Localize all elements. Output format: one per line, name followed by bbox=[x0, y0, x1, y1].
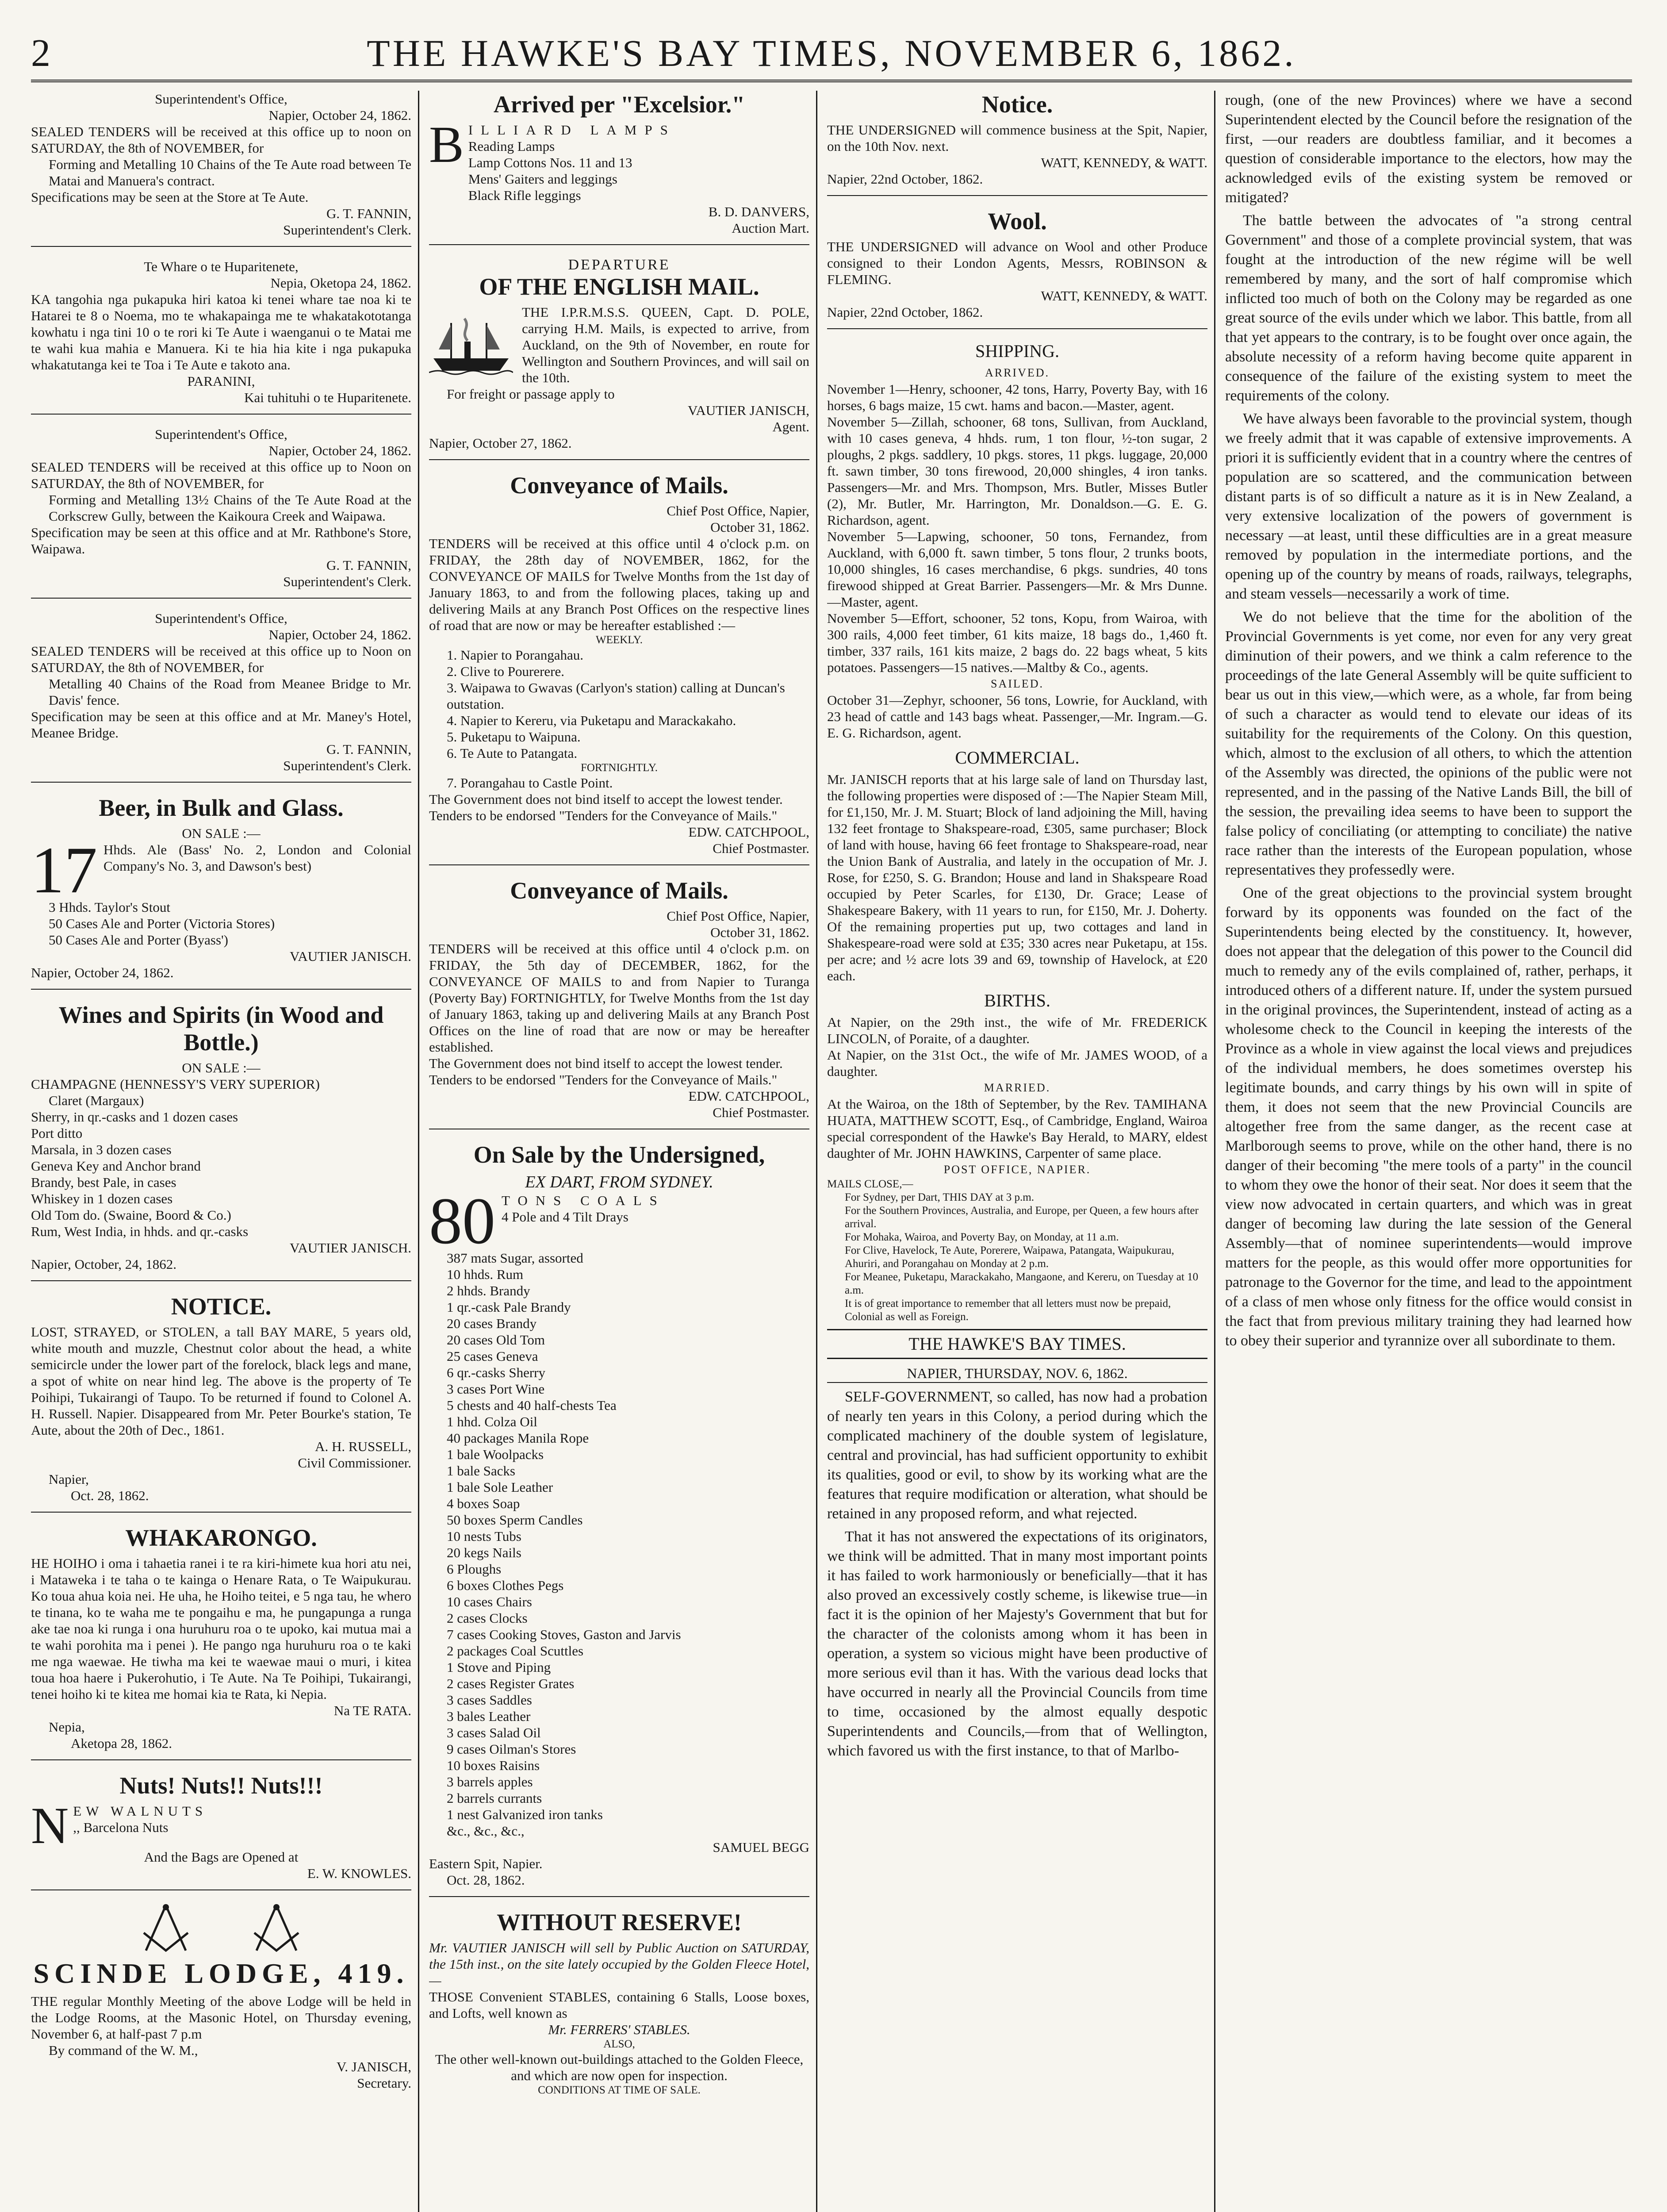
signer-role: Chief Postmaster. bbox=[713, 1105, 809, 1120]
married-section bbox=[827, 1079, 1207, 1161]
tender-body: SEALED TENDERS will be received at this office up to Noon on SATURDAY, the 8th of NOVEMBER, for bbox=[31, 643, 411, 675]
list-item: 5 chests and 40 half-chests Tea bbox=[447, 1398, 617, 1413]
list-item: Mens' Gaiters and leggings bbox=[468, 171, 617, 187]
list-item: And the Bags are Opened at bbox=[144, 1849, 299, 1865]
tender-advert bbox=[31, 610, 411, 783]
signer: B. D. DANVERS, bbox=[708, 204, 809, 219]
date-line: Napier, October 24, 1862. bbox=[268, 108, 411, 123]
advert-body: THOSE Convenient STABLES, containing 6 Stalls, Loose boxes, and Lofts, well known as bbox=[429, 1989, 809, 2021]
mail-entry: For Clive, Havelock, Te Aute, Porerere, Waipawa, Patangata, Waipukurau, Ahuriri, and Porangahau on Monday at 2 p.m. bbox=[845, 1244, 1174, 1270]
list-item: Port ditto bbox=[31, 1125, 83, 1141]
date-line: Napier, October, 24, 1862. bbox=[31, 1256, 176, 1272]
date-line: Napier, October 24, 1862. bbox=[268, 443, 411, 458]
list-item: 3 bales Leather bbox=[447, 1709, 531, 1724]
list-item: 1 bale Sole Leather bbox=[447, 1479, 553, 1495]
tender-spec: Specification may be seen at this office and at Mr. Rathbone's Store, Waipawa. bbox=[31, 525, 411, 557]
list-item: 1 bale Woolpacks bbox=[447, 1447, 544, 1462]
column-rule bbox=[418, 91, 419, 2212]
column-3 bbox=[827, 91, 1207, 2212]
masthead bbox=[31, 27, 1632, 82]
route-item: 2. Clive to Pourerere. bbox=[447, 664, 565, 679]
list-item: 4 Pole and 4 Tilt Drays bbox=[502, 1209, 628, 1225]
square-compass-icon bbox=[248, 1902, 305, 1955]
editorial-paragraph: We have always been favorable to the provincial system, though we freely admit that it was capable of extensive improvements. A priori it is sufficiently evident that in a country where the centres of population are so scattered, and the communication between distant parts is of so difficult a nature as it is in New Zealand, a very extensive localization of the powers of government is necessary —at least, until these difficulties are in a great measure removed by population in the intermediate portions, and the opening up of the country by means of roads, railways, telegraphs, and steam vessels—necessarily a work of time. bbox=[1225, 411, 1632, 602]
signer: VAUTIER JANISCH. bbox=[289, 949, 411, 964]
mail-entry: For Mohaka, Wairoa, and Poverty Bay, on Monday, at 11 a.m. bbox=[845, 1231, 1119, 1243]
list-item: ,, Barcelona Nuts bbox=[73, 1820, 169, 1835]
shipping-entry: November 5—Zillah, schooner, 68 tons, Sullivan, from Auckland, with 10 cases geneva, 4 hhds. rum, 1 ton flour, ½-ton sugar, 2 ploughs, 2 pkgs. saddlery, 10 pkgs. stores, 11 pkgs. luggage, 20,000 ft. sawn timber, 30 tons firewood, 20,000 shingles, 4 iron tanks. Passengers—Mr. and Mrs. Thompson, Mrs. Butler, Misses Butler (2), Mr. Butler, Mr. Harrington, Mr. Donaldson.—G. E. G. Richardson, agent. bbox=[827, 414, 1207, 528]
list-item: CHAMPAGNE (HENNESSY'S VERY SUPERIOR) bbox=[31, 1076, 320, 1092]
date-line: October 31, 1862. bbox=[710, 519, 809, 535]
signer: Na TE RATA. bbox=[333, 1703, 411, 1718]
advert-heading: SCINDE LODGE, 419. bbox=[33, 1958, 409, 1989]
section-heading: BIRTHS. bbox=[984, 991, 1050, 1010]
list-item: 7 cases Cooking Stoves, Gaston and Jarvis bbox=[447, 1627, 681, 1642]
date-line: Oct. 28, 1862. bbox=[71, 1488, 149, 1503]
advert-heading: WITHOUT RESERVE! bbox=[497, 1909, 742, 1936]
editorial-date: NAPIER, THURSDAY, NOV. 6, 1862. bbox=[827, 1364, 1207, 1383]
list-item: 10 hhds. Rum bbox=[447, 1267, 524, 1282]
maori-tender-advert bbox=[31, 258, 411, 415]
sale-item-list bbox=[429, 1250, 809, 1839]
signer-role: Agent. bbox=[772, 419, 809, 434]
advert-heading: Wool. bbox=[988, 208, 1047, 234]
editorial-paragraph: One of the great objections to the provincial system brought forward by its opponents was founded on the fact of the Superintendents being elected by the constituency. It, however, does not appear that the delegation of this power to the Council did much to remedy any of the evils complained of, rather, perhaps, it introduced others of a different nature. If, under the system pursued in the original provinces, the Superintendent, instead of acting as a wholesome check to the Council in keeping the interests of the Province as a whole in view against the local views and prejudices of the individual members, he does sometimes overstep his legitimate bounds, and carry things by his own will in spite of them, it does not seem that the new Provincial Councils are altogether free from the same danger, as the recent case at Marlborough seems to prove, while on the other hand, there is no danger of their becoming "the mere tools of a party" in the council to whom they owe the honor of their seat. Nor does it seem that the view now advocated in certain quarters, and which was in great danger of becoming law during the late session of the General Assembly—that of nominee superintendents—would improve matters for the people, as this would offer more opportunities for patronage to the Governor for the time, and lead to the appointment of a class of men whose only fitness for the office would consist in the fact that from previous military training they had learned how to obey their superior and tyrannize over all subordinate to them. bbox=[1225, 885, 1632, 1349]
tender-work: Forming and Metalling 10 Chains of the Te Aute road between Te Matai and Manuera's contract. bbox=[49, 157, 411, 188]
tender-work: Forming and Metalling 13½ Chains of the Te Aute Road at the Corkscrew Gully, between the Kaikoura Creek and Waipawa. bbox=[49, 492, 411, 524]
birth-entry: At Napier, on the 29th inst., the wife of Mr. FREDERICK LINCOLN, of Poraite, of a daughter. bbox=[827, 1014, 1207, 1046]
fortnightly-label: FORTNIGHTLY. bbox=[580, 762, 658, 774]
advert-body: THE UNDERSIGNED will commence business at the Spit, Napier, on the 10th Nov. next. bbox=[827, 122, 1207, 154]
dropcap-row bbox=[31, 1797, 411, 1855]
list-item: 3 Hhds. Taylor's Stout bbox=[49, 899, 170, 915]
list-item: 1 qr.-cask Pale Brandy bbox=[447, 1299, 571, 1315]
list-item: 3 cases Salad Oil bbox=[447, 1725, 541, 1740]
ship-row bbox=[429, 304, 809, 386]
advert-subheading: EX DART, FROM SYDNEY. bbox=[525, 1173, 713, 1191]
wool-advert bbox=[827, 207, 1207, 329]
advert-note: Tenders to be endorsed "Tenders for the Conveyance of Mails." bbox=[429, 808, 778, 823]
signer-role: Secretary. bbox=[357, 2075, 411, 2091]
shipping-entry: November 5—Effort, schooner, 52 tons, Kopu, from Wairoa, with 300 rails, 4,000 feet timber, 61 kits maize, 18 bags do., 1,460 ft. timber, 337 rails, 161 kits maize, 2 bags do. 22 bags wheat, 5 kits potatoes. Passengers—15 natives.—Maltby & Co., agents. bbox=[827, 611, 1207, 675]
shipping-entry: October 31—Zephyr, schooner, 56 tons, Lowrie, for Auckland, with 23 head of cattle and 143 bags wheat. Passenger,—Mr. Ingram.—G. E. G. Richardson, agent. bbox=[827, 692, 1207, 741]
date-line: Napier, 22nd October, 1862. bbox=[827, 171, 983, 187]
list-item: &c., &c., &c., bbox=[447, 1823, 525, 1839]
list-item: Rum, West India, in hhds. and qr.-casks bbox=[31, 1224, 249, 1239]
advert-body: TENDERS will be received at this office until 4 o'clock p.m. on FRIDAY, the 5th day of DECEMBER, 1862, for the CONVEYANCE OF MAILS to and from Napier to Turanga (Poverty Bay) FORTNIGHTLY, for Twelve Months from the 1st day of January 1863, taking up and delivering Mails at any Branch Post Offices on the line of road that are now or may be hereafter established. bbox=[429, 941, 809, 1055]
tender-body: SEALED TENDERS will be received at this office up to Noon on SATURDAY, the 8th of NOVEMBER, for bbox=[31, 459, 411, 491]
office-line: Superintendent's Office, bbox=[155, 426, 287, 442]
editorial-section bbox=[827, 1329, 1207, 1761]
list-item: 2 packages Coal Scuttles bbox=[447, 1643, 584, 1659]
list-item: 10 cases Chairs bbox=[447, 1594, 532, 1609]
signer: VAUTIER JANISCH. bbox=[289, 1240, 411, 1256]
list-item: 20 cases Brandy bbox=[447, 1316, 537, 1331]
list-item: 25 cases Geneva bbox=[447, 1348, 538, 1364]
section-heading: SHIPPING. bbox=[975, 341, 1060, 361]
mail-entry: For Sydney, per Dart, THIS DAY at 3 p.m. bbox=[845, 1191, 1034, 1203]
first-line: ILLIARD LAMPS bbox=[468, 122, 676, 138]
list-item: 2 cases Clocks bbox=[447, 1610, 528, 1626]
advert-heading: Nuts! Nuts!! Nuts!!! bbox=[119, 1772, 323, 1799]
advert-note: The Government does not bind itself to accept the lowest tender. bbox=[429, 791, 783, 807]
list-item: 9 cases Oilman's Stores bbox=[447, 1741, 576, 1757]
lost-mare-notice bbox=[31, 1293, 411, 1513]
big-number: 17 bbox=[31, 833, 97, 907]
commercial-body: Mr. JANISCH reports that at his large sale of land on Thursday last, the following properties were disposed of :—The Napier Steam Mill, for £1,150, Mr. J. M. Stuart; Block of land adjoining the Mill, having 132 feet frontage to Shakspeare-road, £305, same purchaser; Block of land with house, having 66 feet frontage to Shakspeare-road, near the Union Bank of Australia, and lately in the occupation of Mr. J. Rose, for £250, S. G. Brandon; House and land in Shakspeare Road occupied by Peter Scarles, for £130, Dr. Grace; Lease of Shakespeare Bakery, with 11 years to run, for £150, Mr. J. Doherty. Of the remaining properties put up, two cottages and land in Shakespeare-road were sold at £35; 330 acres near Puketapu, at 15s. per acre; and ½ acre lots 39 and 69, township of Havelock, at £20 each. bbox=[827, 772, 1207, 983]
list-item: 3 barrels apples bbox=[447, 1774, 533, 1790]
signer: VAUTIER JANISCH, bbox=[687, 403, 809, 418]
list-item: 4 boxes Soap bbox=[447, 1496, 520, 1511]
list-item: 3 cases Saddles bbox=[447, 1692, 532, 1708]
square-compass-icon bbox=[137, 1902, 195, 1955]
date-line: Napier, October 27, 1862. bbox=[429, 435, 572, 451]
advert-heading: Notice. bbox=[981, 91, 1053, 118]
advert-heading: NOTICE. bbox=[171, 1293, 272, 1320]
commercial-section bbox=[827, 747, 1207, 984]
signer: PARANINI, bbox=[187, 373, 255, 389]
editorial-paragraph: SELF-GOVERNMENT, so called, has now had a probation of nearly ten years in this Colony, a period during which the complicated machinery of the double system of legislature, central and provincial, has had sufficient opportunity to exhibit its qualities, good or evil, to show by its working what are the features that require modification or alteration, what should be retained in any proposed reform, and what rejected. bbox=[827, 1389, 1207, 1522]
route-item: 4. Napier to Kereru, via Puketapu and Marackakaho. bbox=[447, 713, 736, 728]
list-item: 50 boxes Sperm Candles bbox=[447, 1512, 583, 1528]
signer: A. H. RUSSELL, bbox=[315, 1439, 411, 1454]
list-item: 20 kegs Nails bbox=[447, 1545, 521, 1560]
list-item: 2 hhds. Brandy bbox=[447, 1283, 530, 1298]
route-item: 7. Porangahau to Castle Point. bbox=[447, 775, 613, 791]
conveyance-of-mails-advert bbox=[429, 877, 809, 1129]
section-heading: COMMERCIAL. bbox=[955, 748, 1080, 768]
editorial-paragraph: rough, (one of the new Provinces) where we have a second Superintendent elected by the Council before the resignation of the first, —our readers are doubtless familiar, and it becomes a question of considerable importance to the electors, how may the acknowledged evils of the existing system be removed or mitigated? bbox=[1225, 92, 1632, 206]
without-reserve-advert bbox=[429, 1909, 809, 2105]
list-item: 6 Ploughs bbox=[447, 1561, 502, 1577]
shipping-entry: November 1—Henry, schooner, 42 tons, Harry, Poverty Bay, with 16 horses, 6 bags maize, 15 cwt. hams and bacon.—Master, agent. bbox=[827, 381, 1207, 413]
stables-name: Mr. FERRERS' STABLES. bbox=[548, 2022, 690, 2037]
advert-heading: Wines and Spirits (in Wood and Bottle.) bbox=[58, 1002, 384, 1056]
beer-advert bbox=[31, 794, 411, 990]
date-line: October 31, 1862. bbox=[710, 925, 809, 940]
list-item: 10 nests Tubs bbox=[447, 1528, 521, 1544]
list-item: 10 boxes Raisins bbox=[447, 1758, 540, 1773]
masonic-emblems bbox=[31, 1902, 411, 1955]
column-rule bbox=[1214, 91, 1215, 2212]
signer: E. W. KNOWLES. bbox=[307, 1866, 411, 1881]
list-item: 2 barrels currants bbox=[447, 1790, 542, 1806]
tender-advert bbox=[31, 426, 411, 599]
list-item: Old Tom do. (Swaine, Boord & Co.) bbox=[31, 1207, 231, 1223]
advert-body: THE UNDERSIGNED will advance on Wool and other Produce consigned to their London Agents, Messrs, ROBINSON & FLEMING. bbox=[827, 239, 1207, 287]
section-heading: MARRIED. bbox=[984, 1081, 1051, 1094]
list-item: 6 qr.-casks Sherry bbox=[447, 1365, 545, 1380]
freight-line: For freight or passage apply to bbox=[447, 386, 615, 402]
signer-role: Civil Commissioner. bbox=[298, 1455, 411, 1471]
list-item: 3 cases Port Wine bbox=[447, 1381, 545, 1397]
sale-advert bbox=[429, 1141, 809, 1897]
advert-body: THE I.P.R.M.S.S. QUEEN, Capt. D. POLE, carrying H.M. Mails, is expected to arrive, from Auckland, on the 9th of November, en route for Wellington and Southern Provinces, and will sail on the 10th. bbox=[522, 304, 809, 385]
column-4 bbox=[1225, 91, 1632, 2212]
list-item: 1 nest Galvanized iron tanks bbox=[447, 1807, 603, 1822]
column-1 bbox=[31, 91, 411, 2212]
list-item: 1 hhd. Colza Oil bbox=[447, 1414, 537, 1429]
mail-entry: It is of great importance to remember that all letters must now be prepaid, Colonial as well as Foreign. bbox=[845, 1298, 1171, 1323]
tender-body: SEALED TENDERS will be received at this office up to noon on SATURDAY, the 8th of NOVEMBER, for bbox=[31, 124, 411, 156]
list-item: Lamp Cottons Nos. 11 and 13 bbox=[468, 155, 632, 170]
excelsior-advert bbox=[429, 91, 809, 245]
list-item: 1 bale Sacks bbox=[447, 1463, 515, 1479]
advert-heading: Conveyance of Mails. bbox=[510, 877, 728, 904]
date-line: Napier, 22nd October, 1862. bbox=[827, 304, 983, 320]
signer-role: Kai tuhituhi o te Huparitenete. bbox=[244, 390, 411, 405]
first-line: EW WALNUTS bbox=[73, 1803, 207, 1819]
date-line: Aketopa 28, 1862. bbox=[71, 1736, 172, 1751]
notice-body: KA tangohia nga pukapuka hiri katoa ki tenei whare tae noa ki te Hatarei te 8 o Noema, mo te whakapainga me te whakatakototanga kowhatu i nga tini 10 o te rori ki Te Aute i waenganui o te Matai me te wahi kua mahia e Manuera. Ki te hia hia kite i nga pukapuka whakatutanga kei te Toa i Te Aute e takoto ana. bbox=[31, 292, 411, 373]
advert-heading: WHAKARONGO. bbox=[125, 1525, 317, 1551]
dropcap-row bbox=[429, 115, 809, 204]
route-item: 3. Waipawa to Gwavas (Carlyon's station) calling at Duncan's outstation. bbox=[447, 680, 785, 712]
signer: G. T. FANNIN, bbox=[326, 206, 411, 221]
column-2 bbox=[429, 91, 809, 2212]
list-item: Sherry, in qr.-casks and 1 dozen cases bbox=[31, 1109, 238, 1125]
office-line: Chief Post Office, Napier, bbox=[667, 908, 809, 924]
list-item: Marsala, in 3 dozen cases bbox=[31, 1142, 172, 1157]
date-line: Nepia, Oketopa 24, 1862. bbox=[270, 275, 411, 291]
birth-entry: At Napier, on the 31st Oct., the wife of Mr. JAMES WOOD, of a daughter. bbox=[827, 1047, 1207, 1079]
advert-heading: OF THE ENGLISH MAIL. bbox=[479, 273, 759, 300]
command-line: By command of the W. M., bbox=[49, 2043, 198, 2058]
post-office-section bbox=[827, 1161, 1207, 1324]
signer: WATT, KENNEDY, & WATT. bbox=[1041, 288, 1207, 303]
signer: EDW. CATCHPOOL, bbox=[688, 1088, 809, 1104]
mails-close-label: MAILS CLOSE,— bbox=[827, 1178, 913, 1190]
signer-role: Chief Postmaster. bbox=[713, 841, 809, 856]
english-mail-advert bbox=[429, 257, 809, 460]
list-item: Claret (Margaux) bbox=[49, 1093, 144, 1108]
signer: G. T. FANNIN, bbox=[326, 557, 411, 573]
signer-role: Auction Mart. bbox=[732, 220, 809, 236]
births-section bbox=[827, 990, 1207, 1079]
shipping-section bbox=[827, 341, 1207, 741]
date-line: Napier, October 24, 1862. bbox=[31, 965, 174, 980]
mail-entry: For Meanee, Puketapu, Marackakaho, Mangaone, and Kereru, on Tuesday at 10 a.m. bbox=[845, 1271, 1199, 1296]
advert-body: TENDERS will be received at this office until 4 o'clock p.m. on FRIDAY, the 28th day of NOVEMBER, 1862, for the CONVEYANCE OF MAILS for Twelve Months from the 1st day of January 1863, to and from the following places, taking up and delivering Mails at any Branch Post Offices on the respective lines of road that are now or may be hereafter established :— bbox=[429, 536, 809, 633]
tender-work: Metalling 40 Chains of the Road from Meanee Bridge to Mr. Davis' fence. bbox=[49, 676, 411, 708]
signer-role: Superintendent's Clerk. bbox=[283, 222, 411, 238]
office-line: Superintendent's Office, bbox=[155, 91, 287, 107]
place-line: Nepia, bbox=[49, 1719, 85, 1735]
dropcap: N bbox=[31, 1797, 69, 1855]
office-line: Chief Post Office, Napier, bbox=[667, 503, 809, 518]
advert-heading: Beer, in Bulk and Glass. bbox=[99, 795, 344, 821]
signer: EDW. CATCHPOOL, bbox=[688, 824, 809, 840]
office-line: Te Whare o te Huparitenete, bbox=[144, 259, 299, 274]
auction-intro: Mr. VAUTIER JANISCH will sell by Public Auction on SATURDAY, the 15th inst., on the site lately occupied by the Golden Fleece Hotel,— bbox=[429, 1940, 809, 1988]
editorial-paragraph: The battle between the advocates of "a strong central Government" and those of a complete provincial system, that was fought at the introduction of the new régime will be well remembered by many, and the sort of half compromise which inflicted too much of both on the Colony may be regarded as one great source of the evils under which we labor. This battle, from all that yet appears to the contrary, is to be fought over once again, the absolute necessity of a reform having become quite apparent in consequence of the failure of the existing system to meet the requirements of the colony. bbox=[1225, 212, 1632, 404]
dropcap: B bbox=[429, 115, 464, 173]
advert-heading: On Sale by the Undersigned, bbox=[473, 1141, 765, 1168]
office-line: Superintendent's Office, bbox=[155, 611, 287, 626]
place-line: Eastern Spit, Napier. bbox=[429, 1856, 543, 1871]
weekly-label: WEEKLY. bbox=[595, 634, 643, 646]
signer-role: Superintendent's Clerk. bbox=[283, 758, 411, 773]
tender-spec: Specification may be seen at this office and at Mr. Maney's Hotel, Meanee Bridge. bbox=[31, 709, 411, 741]
list-item: Whiskey in 1 dozen cases bbox=[31, 1191, 173, 1206]
conditions-line: CONDITIONS AT TIME OF SALE. bbox=[538, 2084, 701, 2096]
list-item: Geneva Key and Anchor brand bbox=[31, 1158, 201, 1174]
editorial-paragraph: That it has not answered the expectations of its originators, we think will be admitted. That in many most important points it has failed to work harmoniously or beneficially—that it has also proved an excessively costly scheme, is likewise true—in fact it is the opinion of her Majesty's Government that but for the character of the colonists among whom it has been in operation, a system so vicious might have been productive of more serious evil than it has. With the various dead locks that have occurred in nearly all the Provincial Councils from time to time, occasioned by the almost equally despotic Superintendents and Councils,—from that of Wellington, which favored us with the first instance, to that of Marlbo- bbox=[827, 1528, 1207, 1759]
route-item: 1. Napier to Porangahau. bbox=[447, 647, 584, 663]
newspaper-title: THE HAWKE'S BAY TIMES, NOVEMBER 6, 1862. bbox=[367, 32, 1296, 74]
list-item: 6 boxes Clothes Pegs bbox=[447, 1578, 564, 1593]
wines-advert bbox=[31, 1001, 411, 1281]
conveyance-of-mails-advert bbox=[429, 472, 809, 865]
big-number: 80 bbox=[429, 1184, 495, 1258]
first-line: TONS COALS bbox=[502, 1193, 665, 1208]
advert-note: The Government does not bind itself to accept the lowest tender. bbox=[429, 1056, 783, 1071]
list-item: 20 cases Old Tom bbox=[447, 1332, 545, 1348]
arrived-label: ARRIVED. bbox=[985, 366, 1050, 379]
list-item: 50 Cases Ale and Porter (Victoria Stores) bbox=[49, 916, 275, 931]
list-item: Black Rifle leggings bbox=[468, 188, 581, 203]
list-item: Brandy, best Pale, in cases bbox=[31, 1175, 176, 1190]
steamship-icon bbox=[429, 314, 513, 376]
section-heading: POST OFFICE, NAPIER. bbox=[943, 1163, 1091, 1176]
advert-heading: Conveyance of Mails. bbox=[510, 472, 728, 499]
on-sale-label: ON SALE :— bbox=[182, 826, 261, 841]
route-item: 5. Puketapu to Waipuna. bbox=[447, 729, 581, 745]
notice-body: LOST, STRAYED, or STOLEN, a tall BAY MARE, 5 years old, white mouth and muzzle, Chestnut color about the head, a white semicircle under the lower part of the forelock, black legs and mane, a spot of white on near hind leg. The above is the property of Te Poihipi, Tukairangi of Taupo. To be returned if found to Colonel A. H. Russell. Napier. Disappeared from Mr. Peter Bourke's station, Te Aute, about the 20th of Dec., 1861. bbox=[31, 1324, 411, 1438]
signer: WATT, KENNEDY, & WATT. bbox=[1041, 155, 1207, 170]
editorial-title: THE HAWKE'S BAY TIMES. bbox=[827, 1329, 1207, 1359]
sailed-label: SAILED. bbox=[991, 677, 1044, 690]
editorial-paragraph: We do not believe that the time for the abolition of the Provincial Governments is yet come, nor even for any very great diminution of their powers, and we think a calm reference to the proceedings of the late General Assembly will be quite sufficient to bear us out in this view,—which were, as a whole, far from being of such a character as would tend to elevate our ideas of its suitability for the requirements of the Colony. On this question, which, almost to the exclusion of all others, to which the attention of the Assembly was directed, the opinions of the public were not represented, and in the passing of the Native Lands Bill, the bill of the session, the prevailing idea seems to have been to support the false policy of conciliating (or attempting to conciliate) the native race rather than the interests of the European population, whose representatives they professedly were. bbox=[1225, 609, 1632, 878]
list-item: 50 Cases Ale and Porter (Byass') bbox=[49, 932, 228, 948]
advert-heading: Arrived per "Excelsior." bbox=[493, 91, 745, 118]
signer: V. JANISCH, bbox=[336, 2059, 411, 2074]
list-item: 2 cases Register Grates bbox=[447, 1676, 575, 1691]
whakarongo-notice bbox=[31, 1524, 411, 1760]
route-item: 6. Te Aute to Patangata. bbox=[447, 745, 578, 761]
notice-body: HE HOIHO i oma i tahaetia ranei i te ra kiri-himete kua hori atu nei, i Mataweka i te taha o te kainga o Henare Rata, o Te Waipukurau. Ko toua ahua koia nei. He uha, he Hoiho teitei, e 5 nga tau, he whero te tinana, ko te waha me te pongaihu e ma, he pungapunga a runga ake tae noa ki runga i ona huruhuru roa o te upoko, kai mutua mai a te wahi porohita ma i penei ). He pango nga huruhuru roa o te kaki me nga waewae. He tiwha ma kei te waewae maui o muri, i kitea toua hoa haere i Pukerohutio, i Te Aute. Na Te Poihipi, Tukairangi, tenei hoiho ki te kitea me homai kia te Rata, ki Nepia. bbox=[31, 1555, 411, 1702]
advert-note: Tenders to be endorsed "Tenders for the Conveyance of Mails." bbox=[429, 1072, 778, 1087]
date-line: Napier, October 24, 1862. bbox=[268, 627, 411, 642]
page-number: 2 bbox=[31, 32, 50, 75]
also-label: ALSO, bbox=[603, 2038, 635, 2050]
date-line: Oct. 28, 1862. bbox=[447, 1872, 525, 1888]
advert-body: The other well-known out-buildings attached to the Golden Fleece, and which are now open for inspection. bbox=[435, 2051, 804, 2083]
departure-label: DEPARTURE bbox=[568, 257, 671, 273]
signer: G. T. FANNIN, bbox=[326, 741, 411, 757]
list-item: 387 mats Sugar, assorted bbox=[447, 1250, 583, 1266]
shipping-entry: November 5—Lapwing, schooner, 50 tons, Fernandez, from Auckland, with 6,000 ft. sawn timber, 5 tons flour, 2 trunks boots, 10,000 shingles, 16 cases merchandise, 6 pkgs. sundries, 40 tons firewood shipped at Great Barrier. Passengers—Mr. & Mrs Dunne.—Master, agent. bbox=[827, 529, 1207, 610]
column-rule bbox=[816, 91, 817, 2212]
notice-advert bbox=[827, 91, 1207, 196]
lodge-advert bbox=[31, 1902, 411, 2099]
signer: SAMUEL BEGG bbox=[713, 1839, 809, 1855]
marriage-entry: At the Wairoa, on the 18th of September, by the Rev. TAMIHANA HUATA, MATTHEW SCOTT, Esq., of Cambridge, England, Wairoa special correspondent of the Hawke's Bay Herald, to MARY, eldest daughter of Mr. JOHN HAWKINS, Carpenter of same place. bbox=[827, 1096, 1207, 1161]
on-sale-label: ON SALE :— bbox=[182, 1060, 261, 1075]
notice-body: THE regular Monthly Meeting of the above Lodge will be held in the Lodge Rooms, at the Masonic Hotel, on Thursday evening, November 6, at half-past 7 p.m bbox=[31, 1993, 411, 2042]
list-item: Reading Lamps bbox=[468, 138, 555, 154]
place-line: Napier, bbox=[49, 1471, 89, 1487]
nuts-advert bbox=[31, 1772, 411, 1890]
tender-spec: Specifications may be seen at the Store at Te Aute. bbox=[31, 189, 309, 205]
list-item: 1 Stove and Piping bbox=[447, 1659, 551, 1675]
first-line: Hhds. Ale (Bass' No. 2, London and Colonial Company's No. 3, and Dawson's best) bbox=[103, 842, 411, 874]
signer-role: Superintendent's Clerk. bbox=[283, 574, 411, 589]
mail-entry: For the Southern Provinces, Australia, and Europe, per Queen, a few hours after arrival. bbox=[845, 1205, 1199, 1230]
tender-advert bbox=[31, 91, 411, 247]
list-item: 40 packages Manila Rope bbox=[447, 1430, 589, 1446]
